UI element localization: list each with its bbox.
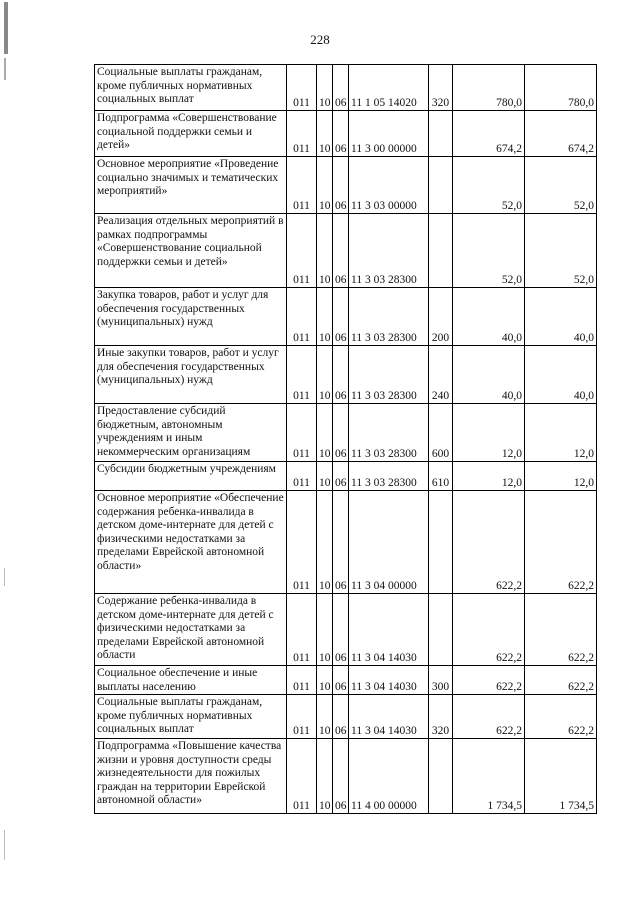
- page-number: 228: [310, 32, 330, 47]
- budget-table: [94, 64, 597, 814]
- row-sum-year-1: 622,2: [453, 594, 525, 666]
- row-name: Субсидии бюджетным учреждениям: [95, 462, 287, 491]
- row-subsection-code: 06: [333, 594, 349, 666]
- row-grbs-code: 011: [287, 666, 317, 695]
- row-target-article: 11 3 03 28300: [349, 214, 429, 288]
- row-grbs-code: 011: [287, 346, 317, 404]
- row-expense-type: 600: [429, 404, 453, 462]
- row-sum-year-2: 52,0: [525, 214, 597, 288]
- row-section-code: 10: [317, 666, 333, 695]
- row-section-code: 10: [317, 65, 333, 111]
- row-subsection-code: 06: [333, 739, 349, 814]
- row-sum-year-2: 622,2: [525, 594, 597, 666]
- table-row: [95, 404, 597, 462]
- table-row: [95, 214, 597, 288]
- row-name: Иные закупки товаров, работ и услуг для обеспечения государственных (муниципальных) нужд: [95, 346, 287, 404]
- row-grbs-code: 011: [287, 65, 317, 111]
- table-row: [95, 594, 597, 666]
- row-name: Социальные выплаты гражданам, кроме публичных нормативных социальных выплат: [95, 695, 287, 739]
- row-section-code: 10: [317, 739, 333, 814]
- row-subsection-code: 06: [333, 214, 349, 288]
- binding-mark: [4, 2, 8, 54]
- row-subsection-code: 06: [333, 288, 349, 346]
- row-sum-year-1: 52,0: [453, 157, 525, 214]
- row-expense-type: [429, 594, 453, 666]
- row-expense-type: [429, 157, 453, 214]
- row-target-article: 11 3 03 28300: [349, 462, 429, 491]
- row-target-article: 11 1 05 14020: [349, 65, 429, 111]
- table-row: [95, 65, 597, 111]
- row-section-code: 10: [317, 157, 333, 214]
- row-grbs-code: 011: [287, 462, 317, 491]
- row-section-code: 10: [317, 288, 333, 346]
- row-sum-year-1: 52,0: [453, 214, 525, 288]
- table-row: [95, 666, 597, 695]
- row-subsection-code: 06: [333, 666, 349, 695]
- row-sum-year-2: 12,0: [525, 462, 597, 491]
- row-subsection-code: 06: [333, 346, 349, 404]
- row-sum-year-2: 674,2: [525, 111, 597, 157]
- row-name: Содержание ребенка-инвалида в детском доме-интернате для детей с физическими недостатками за пределами Еврейской автономной области: [95, 594, 287, 666]
- row-expense-type: 300: [429, 666, 453, 695]
- row-name: Подпрограмма «Совершенствование социальной поддержки семьи и детей»: [95, 111, 287, 157]
- row-target-article: 11 3 04 14030: [349, 695, 429, 739]
- row-sum-year-1: 622,2: [453, 666, 525, 695]
- row-section-code: 10: [317, 214, 333, 288]
- binding-mark: [4, 568, 5, 586]
- row-name: Предоставление субсидий бюджетным, автономным учреждениям и иным некоммерческим организациям: [95, 404, 287, 462]
- row-section-code: 10: [317, 491, 333, 594]
- row-section-code: 10: [317, 346, 333, 404]
- row-sum-year-2: 40,0: [525, 288, 597, 346]
- row-subsection-code: 06: [333, 462, 349, 491]
- row-sum-year-2: 622,2: [525, 695, 597, 739]
- row-expense-type: [429, 214, 453, 288]
- row-expense-type: [429, 111, 453, 157]
- row-sum-year-2: 622,2: [525, 666, 597, 695]
- row-sum-year-2: 780,0: [525, 65, 597, 111]
- row-sum-year-1: 1 734,5: [453, 739, 525, 814]
- row-grbs-code: 011: [287, 288, 317, 346]
- row-expense-type: 240: [429, 346, 453, 404]
- row-name: Закупка товаров, работ и услуг для обеспечения государственных (муниципальных) нужд: [95, 288, 287, 346]
- row-name: Социальные выплаты гражданам, кроме публичных нормативных социальных выплат: [95, 65, 287, 111]
- table-row: [95, 491, 597, 594]
- row-grbs-code: 011: [287, 491, 317, 594]
- row-grbs-code: 011: [287, 111, 317, 157]
- row-section-code: 10: [317, 404, 333, 462]
- row-target-article: 11 3 04 14030: [349, 594, 429, 666]
- row-sum-year-1: 622,2: [453, 491, 525, 594]
- row-section-code: 10: [317, 695, 333, 739]
- row-sum-year-1: 780,0: [453, 65, 525, 111]
- row-target-article: 11 3 04 00000: [349, 491, 429, 594]
- row-target-article: 11 4 00 00000: [349, 739, 429, 814]
- binding-mark: [4, 830, 5, 860]
- row-sum-year-1: 622,2: [453, 695, 525, 739]
- table-row: [95, 157, 597, 214]
- row-subsection-code: 06: [333, 157, 349, 214]
- table-row: [95, 462, 597, 491]
- row-target-article: 11 3 03 28300: [349, 346, 429, 404]
- row-sum-year-2: 12,0: [525, 404, 597, 462]
- row-grbs-code: 011: [287, 404, 317, 462]
- row-subsection-code: 06: [333, 111, 349, 157]
- table-row: [95, 695, 597, 739]
- table-row: [95, 739, 597, 814]
- row-grbs-code: 011: [287, 695, 317, 739]
- row-sum-year-1: 674,2: [453, 111, 525, 157]
- row-grbs-code: 011: [287, 214, 317, 288]
- row-subsection-code: 06: [333, 491, 349, 594]
- row-sum-year-1: 40,0: [453, 346, 525, 404]
- row-name: Основное мероприятие «Обеспечение содержания ребенка-инвалида в детском доме-интернате для детей с физическими недостатками за пределами Еврейской автономной области»: [95, 491, 287, 594]
- row-target-article: 11 3 03 28300: [349, 288, 429, 346]
- row-expense-type: [429, 491, 453, 594]
- row-subsection-code: 06: [333, 404, 349, 462]
- row-sum-year-2: 52,0: [525, 157, 597, 214]
- row-grbs-code: 011: [287, 739, 317, 814]
- row-section-code: 10: [317, 594, 333, 666]
- row-expense-type: 200: [429, 288, 453, 346]
- row-target-article: 11 3 03 28300: [349, 404, 429, 462]
- row-expense-type: 320: [429, 65, 453, 111]
- row-subsection-code: 06: [333, 65, 349, 111]
- row-target-article: 11 3 03 00000: [349, 157, 429, 214]
- row-subsection-code: 06: [333, 695, 349, 739]
- row-expense-type: [429, 739, 453, 814]
- row-grbs-code: 011: [287, 157, 317, 214]
- row-section-code: 10: [317, 111, 333, 157]
- row-target-article: 11 3 04 14030: [349, 666, 429, 695]
- binding-mark: [4, 58, 6, 80]
- row-target-article: 11 3 00 00000: [349, 111, 429, 157]
- row-name: Подпрограмма «Повышение качества жизни и уровня доступности среды жизнедеятельности для пожилых граждан на территории Еврейской автономной области»: [95, 739, 287, 814]
- row-sum-year-1: 12,0: [453, 462, 525, 491]
- row-sum-year-1: 12,0: [453, 404, 525, 462]
- row-section-code: 10: [317, 462, 333, 491]
- row-sum-year-2: 622,2: [525, 491, 597, 594]
- row-sum-year-2: 40,0: [525, 346, 597, 404]
- row-sum-year-1: 40,0: [453, 288, 525, 346]
- row-name: Социальное обеспечение и иные выплаты населению: [95, 666, 287, 695]
- table-row: [95, 288, 597, 346]
- row-grbs-code: 011: [287, 594, 317, 666]
- table-row: [95, 111, 597, 157]
- row-expense-type: 610: [429, 462, 453, 491]
- row-name: Основное мероприятие «Проведение социально значимых и тематических мероприятий»: [95, 157, 287, 214]
- row-expense-type: 320: [429, 695, 453, 739]
- row-sum-year-2: 1 734,5: [525, 739, 597, 814]
- table-row: [95, 346, 597, 404]
- row-name: Реализация отдельных мероприятий в рамках подпрограммы «Совершенствование социальной поддержки семьи и детей»: [95, 214, 287, 288]
